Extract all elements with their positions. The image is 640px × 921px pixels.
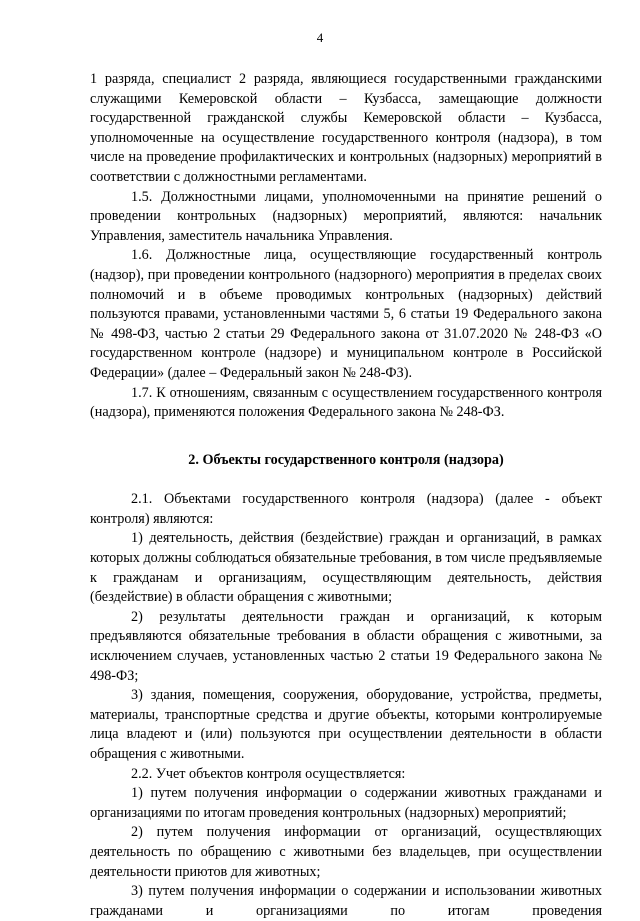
document-body bbox=[90, 70, 602, 921]
paragraph-1-6: 1.6. Должностные лица, осуществляющие государственный контроль (надзор), при проведении контрольного (надзорного) мероприятия в пределах своих полномочий и в объеме проводимых контрольных (надзорных) действий пользуются правами, установленными частями 5, 6 статьи 19 Федерального закона № 498-ФЗ, частью 2 статьи 29 Федерального закона от 31.07.2020 № 248-ФЗ «О государственном контроле (надзоре) и муниципальном контроле в Российской Федерации» (далее – Федеральный закон № 248-ФЗ). bbox=[90, 247, 602, 381]
paragraph-1-5: 1.5. Должностными лицами, уполномоченными на принятие решений о проведении контрольных (надзорных) мероприятий, являются: начальник Управления, заместитель начальника Управления. bbox=[90, 188, 602, 244]
list-item-2-1-1: 1) деятельность, действия (бездействие) граждан и организаций, в рамках которых должны соблюдаться обязательные требования, в том числе предъявляемые к гражданам и организациям, осуществляющим деятельность, действия (бездействие) в области обращения с животными; bbox=[90, 530, 602, 606]
paragraph-continuation: 1 разряда, специалист 2 разряда, являющиеся государственными гражданскими служащими Кемеровской области – Кузбасса, замещающие должности государственной гражданской службы Кемеровской области – Кузбасса, уполномоченные на осуществление государственного контроля (надзора), в том числе на проведение профилактических и контрольных (надзорных) мероприятий в соответствии с должностными регламентами. bbox=[90, 71, 602, 185]
page-number: 4 bbox=[316, 30, 324, 45]
list-item-2-2-3: 3) путем получения информации о содержании и использовании животных гражданами и организациями по итогам проведения bbox=[90, 883, 602, 919]
list-item-2-2-2: 2) путем получения информации от организаций, осуществляющих деятельность по обращению с животными без владельцев, при осуществлении деятельности приютов для животных; bbox=[90, 824, 602, 880]
paragraph-1-7: 1.7. К отношениям, связанным с осуществлением государственного контроля (надзора), применяются положения Федерального закона № 248-ФЗ. bbox=[90, 384, 602, 421]
paragraph-2-1: 2.1. Объектами государственного контроля (надзора) (далее - объект контроля) являются: bbox=[90, 491, 602, 527]
list-item-2-2-1: 1) путем получения информации о содержании животных гражданами и организациями по итогам проведения контрольных (надзорных) мероприятий; bbox=[90, 785, 602, 821]
section-heading: 2. Объекты государственного контроля (надзора) bbox=[188, 451, 504, 468]
list-item-2-1-2: 2) результаты деятельности граждан и организаций, к которым предъявляются обязательные требования в области обращения с животными, за исключением случаев, установленных частью 2 статьи 19 Федерального закона № 498-ФЗ; bbox=[90, 608, 602, 684]
paragraph-2-2: 2.2. Учет объектов контроля осуществляется: bbox=[131, 765, 406, 782]
list-item-2-1-3: 3) здания, помещения, сооружения, оборудование, устройства, предметы, материалы, транспортные средства и другие объекты, которыми контролируемые лица владеют и (или) пользуются при осуществлении деятельности в области обращения с животными. bbox=[90, 687, 602, 762]
